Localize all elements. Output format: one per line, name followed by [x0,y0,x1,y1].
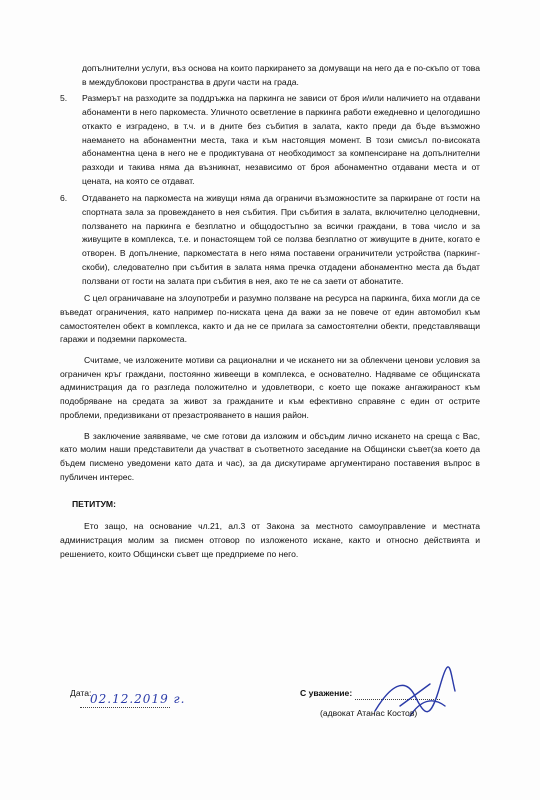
paragraph-limitations: С цел ограничаване на злоупотреби и разумно ползване на ресурса на паркинга, биха могли да се въведат ограничения, като например по-ниската цена да важи за не повече от един автомобил към самостоятелен обект в комплекса, както и да не се прилага за самостоятелни обекти, представляващи гаражи и подземни паркоместа. [60,293,480,345]
paragraph-conclusion: В заключение заявяваме, че сме готови да изложим и обсъдим лично искането на среща с Вас, като молим наши представители да участват в съответното заседание на Общински съвет(за което да бъдем писмено уведомени като дата и час), за да дискутираме аргументирано поставения въпрос в публичен интерес. [60,430,480,482]
list-item-number: 6. [60,193,68,204]
handwritten-date: 02.12.2019 г. [90,692,186,706]
list-item-number: 5. [60,93,68,104]
regards-label: С уважение: [300,688,353,698]
continuation-paragraph: допълнителни услуги, въз основа на които паркирането за домуващи на него да е по-скъпо от това в междублокови пространства в други части на града. [82,63,480,87]
paragraph-motives: Считаме, че изложените мотиви са рационални и че искането ни за облекчени ценови условия за ограничен кръг граждани, постоянно живеещи в комплекса, е основателно. Надяваме се общинската администрация да го разгледа положително и удовлетвори, с което ще покаже ангажираност към подобряване на средата за живот за гражданите и към ефективно справяне с един от острите проблеми, предизвикани от презастрояването в нашия район. [60,355,480,420]
signer-name: (адвокат Атанас Костов) [320,708,418,718]
letter-body [60,62,480,568]
date-label: Дата: [70,688,92,698]
list-item-6 [60,192,480,288]
date-dotted-line [80,707,170,708]
petition-text: Ето защо, на основание чл.21, ал.3 от Закона за местното самоуправление и местната администрация молим за писмен отговор по изложеното искане, както и относно действията и решението, които Общински съвет ще предприеме по него. [60,521,480,559]
petition-heading: ПЕТИТУМ: [72,499,116,510]
signature-block [70,688,470,748]
list-item-5 [60,92,480,188]
list-item-text: Размерът на разходите за поддръжка на паркинга не зависи от броя и/или наличието на отдавани абонаменти в него паркоместа. Уличното осветление в паркинга работи ежедневно и целогодишно откакто е изградено, в т.ч. и в дните без събития в залата, както преди да бъде възможно наемането на абонаментни места, така и към настоящия момент. В този смисъл по-високата абонаментна цена в него не е продиктувана от необходимост за компенсиране на допълнителни разходи и такива няма да възникнат, независимо от броя абонаментно отдавани места и от цената, на която се отдават. [82,93,480,186]
list-item-text: Отдаването на паркоместа на живущи няма да ограничи възможностите за паркиране от гости на спортната зала за провеждането в нея събития. При събития в залата, включително целодневни, ползването на паркинга е безплатно и общодостъпно за всички граждани, в това число и за живущите в комплекса, т.е. и понастоящем той се ползва безплатно от живущите в дните, когато е отворен. В допълнение, паркоместата в него няма поставени ограничители устройства (паркинг-скоби), следователно при събития в залата няма пречка отдадени абонаментно места да бъдат ползвани от гости на залата при събития в нея, ако те не са заети от абонатите. [82,193,480,286]
